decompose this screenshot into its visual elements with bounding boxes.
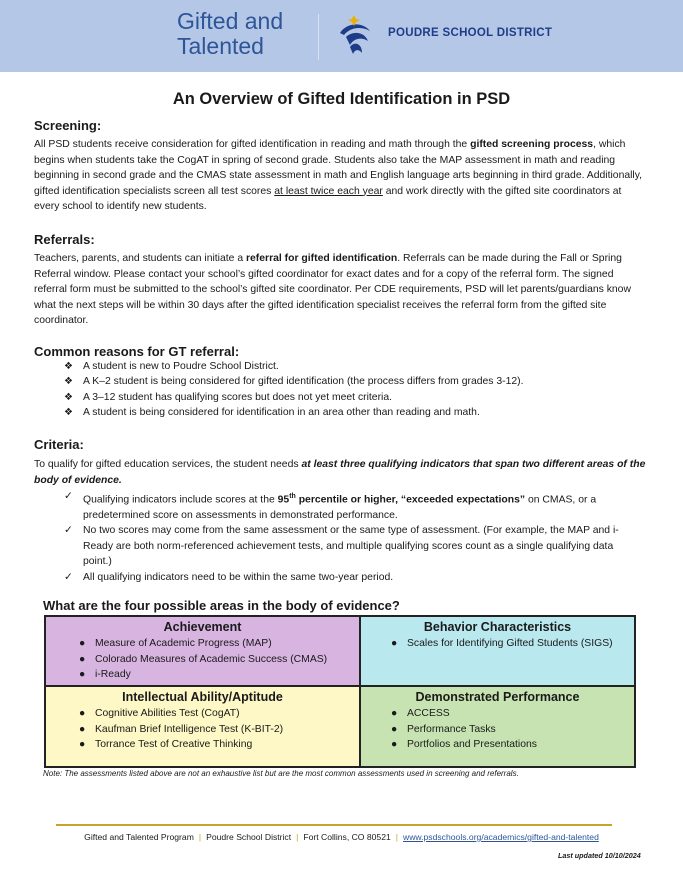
diamond-bullet-icon: ❖ <box>64 391 73 403</box>
referrals-text-1: Teachers, parents, and students can initiate a <box>34 253 246 264</box>
bullet-icon: ● <box>79 708 86 719</box>
criteria-item-2: No two scores may come from the same assessment or the same type of assessment. (For example, the MAP and i-Ready are both norm-referenced achievement tests, and multiple qualifying scores count as a single qualifying data point.) <box>83 525 619 568</box>
bullet-icon: ● <box>391 638 398 649</box>
diamond-bullet-icon: ❖ <box>64 406 73 418</box>
list-item-text: A 3–12 student has qualifying scores but does not yet meet criteria. <box>83 391 393 403</box>
body-of-evidence-heading: What are the four possible areas in the body of evidence? <box>43 598 400 613</box>
criteria-item-1-sup: th <box>289 493 296 500</box>
last-updated: Last updated 10/10/2024 <box>558 851 641 860</box>
diamond-bullet-icon: ❖ <box>64 376 73 388</box>
header-banner <box>0 0 683 72</box>
list-item <box>76 636 359 652</box>
list-item <box>76 722 359 738</box>
footer-separator: | <box>395 832 398 842</box>
list-item-text: Measure of Academic Progress (MAP) <box>95 638 272 649</box>
list-item <box>64 570 634 586</box>
footer-website-link[interactable]: www.psdschools.org/academics/gifted-and-talented <box>403 832 599 842</box>
screening-text-1: All PSD students receive consideration for gifted identification in reading and math through the <box>34 139 471 150</box>
list-item <box>64 489 634 523</box>
checkmark-icon: ✓ <box>64 570 73 583</box>
list-item-text: Colorado Measures of Academic Success (CMAS) <box>95 653 328 665</box>
intellectual-ability-cell <box>45 686 360 767</box>
referrals-heading: Referrals: <box>34 232 95 247</box>
list-item-text: Kaufman Brief Intelligence Test (K-BIT-2) <box>95 723 284 735</box>
list-item <box>388 737 634 753</box>
intellectual-ability-title: Intellectual Ability/Aptitude <box>122 690 283 704</box>
list-item-text: A K–2 student is being considered for gifted identification (the process differs from grades 3-12). <box>83 376 524 388</box>
list-item-text: A student is new to Poudre School District. <box>83 361 279 372</box>
checkmark-icon: ✓ <box>64 490 73 502</box>
logo-line-1: Gifted and <box>177 8 284 34</box>
list-item <box>76 667 359 683</box>
bullet-icon: ● <box>391 708 398 719</box>
list-item-text: Portfolios and Presentations <box>407 739 537 750</box>
list-item-text: A student is being considered for identification in an area other than reading and math. <box>83 406 480 418</box>
list-item <box>64 374 524 389</box>
banner-divider <box>318 14 319 60</box>
common-reasons-heading: Common reasons for GT referral: <box>34 344 240 359</box>
list-item <box>76 737 359 753</box>
psd-logo-icon <box>332 13 378 61</box>
list-item-text: Torrance Test of Creative Thinking <box>95 739 253 750</box>
bullet-icon: ● <box>79 638 86 649</box>
bullet-icon: ● <box>79 723 86 735</box>
list-item-text: Cognitive Abilities Test (CogAT) <box>95 708 240 719</box>
criteria-list <box>64 489 634 585</box>
achievement-cell <box>45 616 360 686</box>
list-item <box>388 636 634 652</box>
footer <box>0 832 683 842</box>
common-reasons-list <box>64 359 524 420</box>
referrals-paragraph <box>34 251 646 329</box>
footer-separator: | <box>198 832 202 842</box>
list-item <box>64 405 524 420</box>
list-item-text: Scales for Identifying Gifted Students (SIGS) <box>407 638 613 649</box>
criteria-text-1: To qualify for gifted education services, the student needs <box>34 459 302 470</box>
footer-district: Poudre School District <box>206 832 292 842</box>
criteria-item-1c: percentile or higher, “exceeded expectations” <box>295 494 526 506</box>
bullet-icon: ● <box>79 669 86 680</box>
referrals-text-2: . Referrals can be made during the Fall or Spring Referral window. Please contact your school’s gifted coordinator for exact dates and for a copy of the referral form. The signed referral form must be submitted to the school’s gifted site coordinator. Per CDE requirements, PSD will let parents/guardians know what the next steps will be within 30 days after the gifted identification specialist receives the referral form from the gifted site coordinator. <box>34 253 631 326</box>
list-item <box>64 390 524 405</box>
table-note: Note: The assessments listed above are not an exhaustive list but are the most common assessments used in screening and referrals. <box>43 769 519 778</box>
criteria-paragraph <box>34 457 646 488</box>
list-item <box>76 652 359 668</box>
bullet-icon: ● <box>79 653 86 665</box>
footer-separator: | <box>296 832 299 842</box>
criteria-item-1a: Qualifying indicators include scores at the <box>83 494 278 506</box>
list-item <box>388 722 634 738</box>
bullet-icon: ● <box>391 723 398 735</box>
list-item-text: Performance Tasks <box>407 723 496 735</box>
footer-divider <box>56 824 612 826</box>
list-item <box>76 706 359 722</box>
screening-text-2: , which begins when students take the CogAT in spring of second grade. Students also take the MAP assessment in math and reading beginning in second grade and the CMAS state assessment in math and English language arts beginning in third grade. Additionally, gifted identification specialists screen all test scores <box>34 139 643 197</box>
screening-underline: at least twice each year <box>274 185 383 197</box>
criteria-item-1d: on CMAS, or a predetermined score on assessments in demonstrated performance. <box>83 494 597 521</box>
footer-program: Gifted and Talented Program <box>84 832 194 842</box>
page-title: An Overview of Gifted Identification in PSD <box>172 90 511 108</box>
footer-city: Fort Collins, CO 80521 <box>303 832 391 842</box>
criteria-item-3: All qualifying indicators need to be within the same two-year period. <box>83 571 394 583</box>
referrals-bold: referral for gifted identification <box>245 253 398 264</box>
list-item <box>388 706 634 722</box>
screening-bold: gifted screening process <box>470 139 594 150</box>
gifted-talented-logo <box>177 9 283 59</box>
behavior-title: Behavior Characteristics <box>423 620 572 634</box>
demonstrated-performance-cell <box>360 686 635 767</box>
criteria-bold-italic: at least three qualifying indicators that span two different areas of the body of evidence. <box>34 459 646 486</box>
demonstrated-performance-title: Demonstrated Performance <box>415 690 580 704</box>
screening-text-3: and work directly with the gifted site coordinators at every school to identify new students. <box>34 185 622 212</box>
list-item-text: i-Ready <box>95 669 131 680</box>
diamond-bullet-icon: ❖ <box>64 361 73 372</box>
bullet-icon: ● <box>79 739 86 750</box>
checkmark-icon: ✓ <box>64 524 73 537</box>
screening-paragraph <box>34 137 646 215</box>
body-of-evidence-table <box>44 615 636 768</box>
bullet-icon: ● <box>391 739 398 750</box>
criteria-item-1b: 95 <box>277 494 290 506</box>
list-item <box>64 359 524 374</box>
list-item-text: ACCESS <box>407 708 450 719</box>
district-name: POUDRE SCHOOL DISTRICT <box>388 27 553 39</box>
achievement-title: Achievement <box>163 620 242 634</box>
list-item <box>64 523 634 570</box>
logo-line-2: Talented <box>177 33 264 59</box>
behavior-cell <box>360 616 635 686</box>
screening-heading: Screening: <box>34 118 102 133</box>
criteria-heading: Criteria: <box>34 437 84 452</box>
